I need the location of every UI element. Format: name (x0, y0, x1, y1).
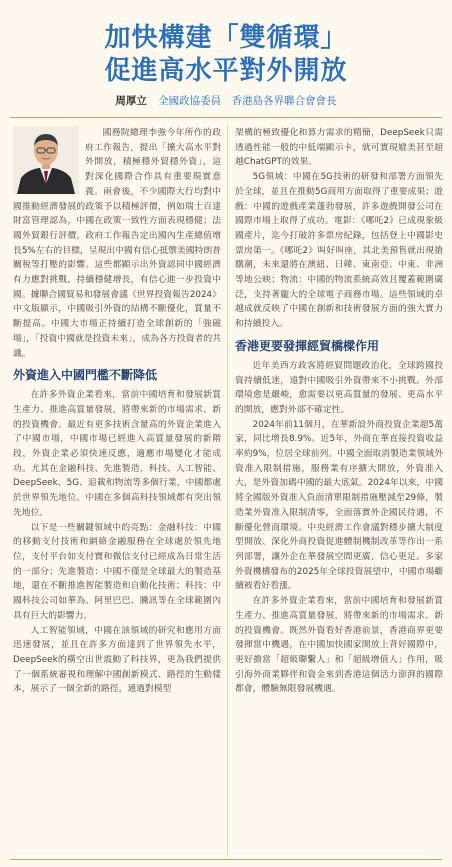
left-column (13, 126, 221, 856)
author-portrait-icon (13, 126, 79, 194)
title-line-2: 促進高水平對外開放 (104, 56, 348, 86)
right-column (235, 126, 443, 856)
right-section-heading: 香港更要發揮經貿橋樑作用 (235, 338, 380, 353)
author-name: 周厚立 (115, 95, 147, 107)
author-title: 全國政協委員 香港島各界聯合會會長 (158, 95, 337, 107)
left-body-paragraph: 人工智能領域，中國在該領域的研究和應用方面迅速發展，並且在許多方面達到了世界領先水平，DeepSeek的橫空出世震動了科技界，更為我們提供了一個系統審視和理解中國創新模式、路徑的生動樣本，展示了一個全新的路徑，通過對模型 (13, 625, 221, 695)
right-body-paragraph: 架構的極致優化和算力需求的精簡，DeepSeek只需透過性能一般的中低端顯示卡，就可實現媲美甚至超越ChatGPT的效果。 (235, 128, 443, 168)
bottom-rule (10, 859, 442, 860)
left-section-heading: 外資進入中國門檻不斷降低 (13, 368, 158, 383)
right-body-paragraph: 在許多外資企業看來，當前中國培育和發展新質生產力、推進高質量發展，將帶來新的市場需求、新的投資機會。既然外資看好香港前景，香港商界更要發揮當中機遇，在中國加快國家開放上背好國際中，更好擔當「超級聯繫人」和「超級增值人」作用，吸引海外商業夥伴和資金來到香港這個活力澎湃的國際都會，體驗無限發展機遇。 (235, 596, 443, 695)
top-rule (10, 117, 442, 118)
article-title (0, 22, 452, 88)
right-body-paragraph: 近年美西方政客將經貿問題政治化，全球跨國投資持續低迷，遠對中國吸引外資帶來不小挑戰。外部環境愈是嚴峻，愈需要以更高質量的發展、更高水平的開放，應對外部不確定性。 (235, 360, 443, 415)
right-body-paragraph: 2024年前11個月，在華新設外商投資企業超5萬家，同比增長8.9%。近5年，外商在華直接投資收益率約9%，位居全球前列。中國全面取消製造業領域外資准入限制措施，服務業有序擴大開放，外資准入大，是外資加碼中國的最大底氣。2024年以來，中國將全國版外資准入負面清單限制措施壓減至29條，製造業外資准入限制清零，全面落實外企國民待遇，不斷優化營商環境。中央經濟工作會議對穩步擴大制度型開放、深化外商投資促進體制機制改革等作出一系列部署，讓外企在華發展空間更廣、信心更足。多家外資機構發布的2025年全球投資展望中，中國市場繼續被看好看漲。 (235, 419, 443, 592)
byline (0, 93, 452, 108)
title-line-1: 加快構建「雙循環」 (104, 23, 348, 53)
right-body-paragraph: 5G領域：中國在5G技術的研發和部署方面領先於全球，並且在推動5G商用方面取得了重要成果；遊戲：中國的遊戲產業蓬勃發展，許多遊戲開發公司在國際市場上取得了成功。電影：《哪吒2》已成現象級國產片，迄今打破許多票房紀錄，包括登上中國影史票房第一。《哪吒2》叫好叫座，其北美預售就出現搶購潮，未來還將在澳紐、日韓、東南亞、中東、非洲等地公映；物流：中國的物流系統高效且覆蓋範圍廣泛，支持著龐大的全球電子商務市場。這些領域的卓越成就反映了中國在創新和技術發展方面的強大實力和持續投入。 (235, 172, 443, 330)
left-body-paragraph: 以下是一些關鍵領域中的亮點：金融科技：中國的移動支付技術和網絡金融服務在全球處於領先地位，支付平台如支付寶和微信支付已經成為日常生活的一部分；先進製造：中國不僅是全球最大的製造基地，還在不斷推進智能製造和自動化技術；科技：中國科技公司如華為、阿里巴巴、騰訊等在全球範圍內具有巨大的影響力。 (13, 522, 221, 621)
left-body-paragraph: 在許多外資企業看來，當前中國培育和發展新質生產力、推進高質量發展，將帶來新的市場需求、新的投資機會。最近有更多技術含量高的外資企業進入了中國市場，中國市場已經進入高質量發展的新階段，外資企業必須快速反應，適應市場變化才能成功。尤其在金融科技、先進製造、科技、人工智能、DeepSeek、5G、追載和物流等多個行業，中國都處於世界領先地位。中國在多個高科技領域都有突出領先地位。 (13, 390, 221, 518)
left-intro-paragraph: 國務院總理李強今年所作的政府工作報告，提出「擴大高水平對外開放，積極穩外貿穩外資」，這對深化國際合作具有重要現實意義。兩會後，不少國際大行均對中國推動經濟發展的政策予以積極評價，例如瑞士百達財富管理認為，中國在政策一致性方面表現穩健；法國外貿銀行評價，政府工作報告定出國內生產總值增長5%左右的目標，呈現出中國有信心抵禦美國特朗普關稅等打壓的影響。這些都顯示出外資認同中國經濟有力應對挑戰，持續穩健增長，有信心進一步投資中國。據聯合國貿易和發展會議《世界投資報告2024》中文版顯示，中國吸引外資的結構不斷優化，質量不斷提高。中國大市場正持續打造全球創新的「強磁場」，「投資中國就是投資未來」，成為各方投資者的共識。 (13, 128, 221, 359)
column-divider (227, 125, 228, 857)
